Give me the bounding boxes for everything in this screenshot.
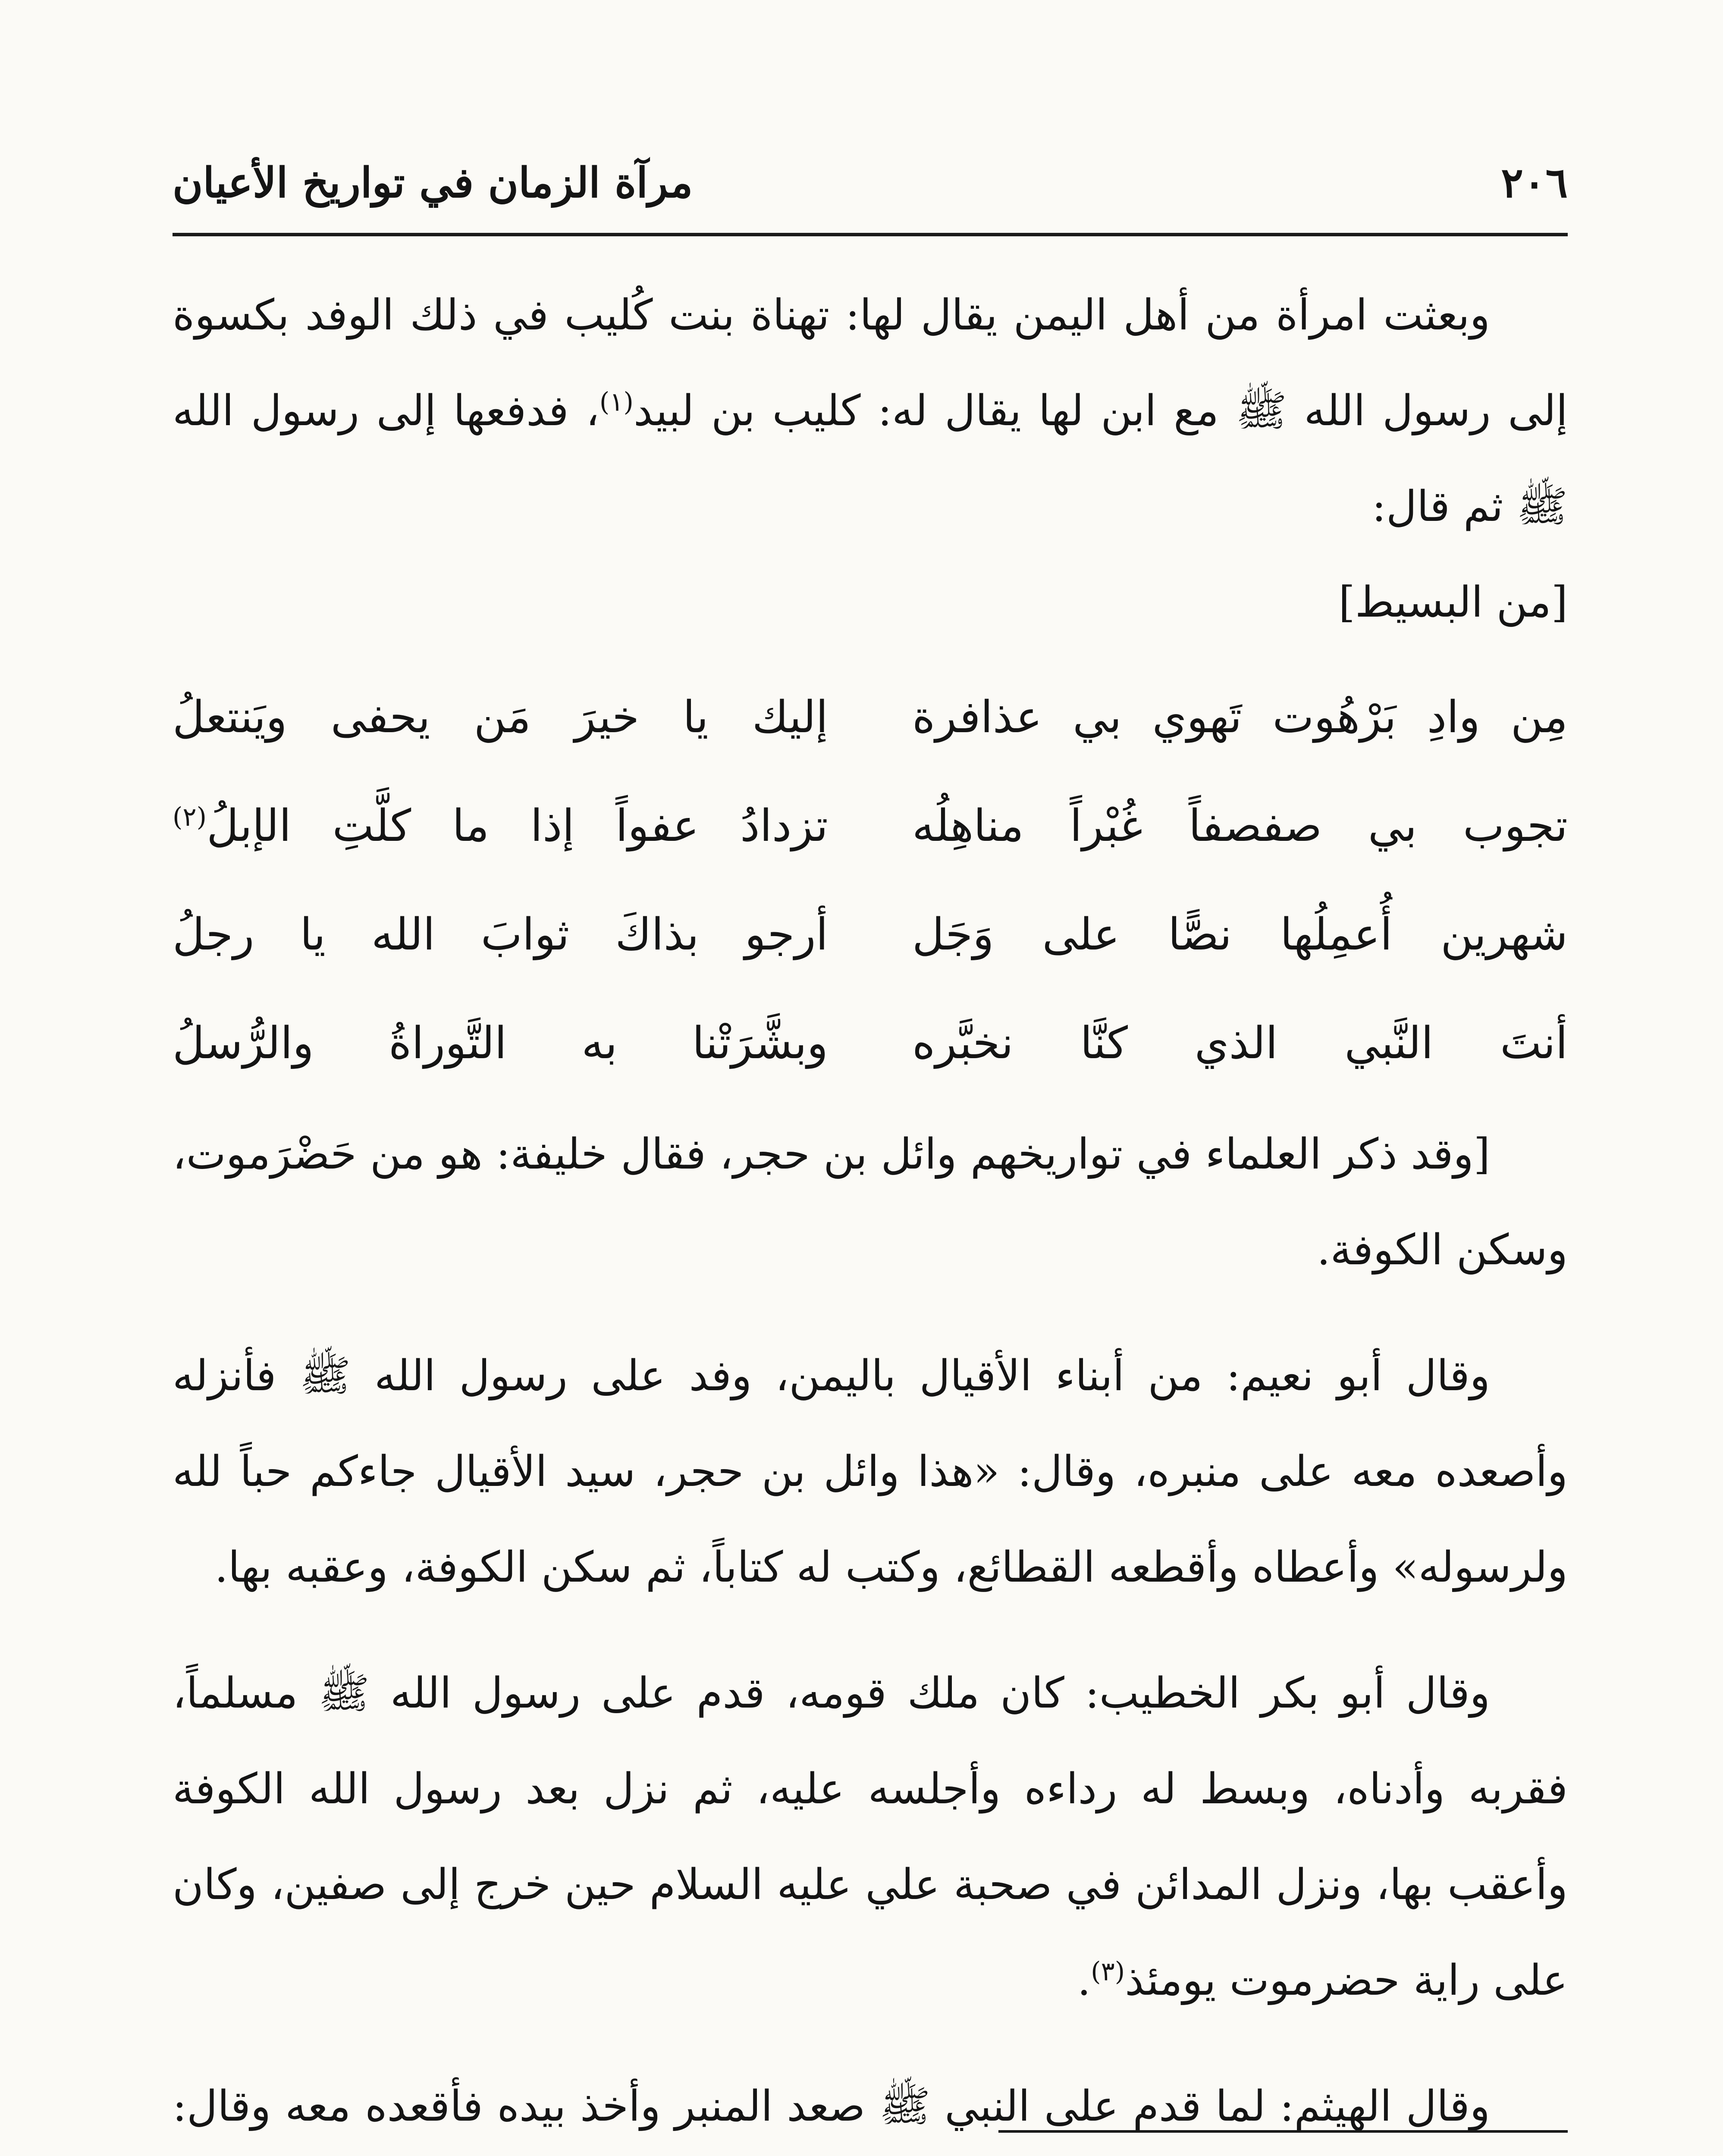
verse-first-half: أنتَ النَّبي الذي كنَّا نخبَّره (912, 1018, 1568, 1069)
intro-text-2: ، فدفعها إلى رسول الله ﷺ ثم قال: (173, 386, 1568, 531)
footnote-rule (998, 2130, 1568, 2133)
verse-first-half: تجوب بي صفصفاً غُبْراً مناهِلُه (912, 800, 1568, 852)
intro-text-1: وبعثت امرأة من أهل اليمن يقال لها: تهناة بنت كُليب في ذلك الوفد بكسوة إلى رسول الله ﷺ مع ابن لها يقال له: كليب بن لبيد (173, 291, 1568, 436)
poem-verse (173, 881, 1568, 989)
footnote (173, 2152, 1568, 2156)
poem-verse (173, 663, 1568, 772)
poem (173, 663, 1568, 1098)
intro-paragraph (173, 267, 1568, 650)
footnote-ref-2: (٢) (173, 802, 207, 832)
verse-first-half: شهرين أُعمِلُها نصًّا على وَجَل (912, 909, 1568, 960)
paragraph-abu-nuaym: وقال أبو نعيم: من أبناء الأقيال باليمن، وفد على رسول الله ﷺ فأنزله وأصعده معه على منبره، وقال: «هذا وائل بن حجر، سيد الأقيال جاءكم حباً لله ولرسوله» وأعطاه وأقطعه القطائع، وكتب له كتاباً، ثم سكن الكوفة، وعقبه بها. (173, 1351, 1568, 1592)
footnote-number (1522, 2152, 1568, 2156)
header-rule (173, 233, 1568, 236)
verse-second-half: وبشَّرَتْنا به التَّوراةُ والرُّسلُ (173, 1018, 828, 1069)
verse-second-half: إليك يا خيرَ مَن يحفى ويَنتعلُ (173, 692, 828, 743)
footnote-ref-1: (١) (599, 387, 634, 417)
running-header (173, 142, 1568, 207)
paragraph-khatib-text: وقال أبو بكر الخطيب: كان ملك قومه، قدم على رسول الله ﷺ مسلماً، فقربه وأدناه، وبسط له رداءه وأجلسه عليه، ثم نزل بعد رسول الله الكوفة وأعقب بها، ونزل المدائن في صحبة علي عليه السلام حين خرج إلى صفين، وكان على راية حضرموت يومئذ (173, 1669, 1568, 2005)
verse-second-half: أرجو بذاكَ ثوابَ الله يا رجلُ (173, 909, 828, 960)
footnotes (173, 2152, 1568, 2156)
verse-second-half (173, 778, 828, 874)
verse-first-half: مِن وادِ بَرْهُوت تَهوي بي عذافرة (912, 692, 1568, 743)
book-title: مرآة الزمان في تواريخ الأعيان (173, 158, 693, 207)
paragraph-haytham: وقال الهيثم: لما قدم على النبي ﷺ صعد المنبر وأخذ بيده فأقعده معه وقال: (173, 2082, 1490, 2131)
poem-verse (173, 772, 1568, 881)
page-number: ٢٠٦ (1501, 158, 1568, 207)
verse-second-half-text: تزدادُ عفواً إذا ما كلَّتِ الإبلُ (207, 800, 828, 852)
footnote-ref-3: (٣) (1091, 1956, 1125, 1987)
paragraph-khalifa: [وقد ذكر العلماء في تواريخهم وائل بن حجر، فقال خليفة: هو من حَضْرَموت، وسكن الكوفة. (173, 1130, 1568, 1275)
paragraph-khatib: وقال أبو بكر الخطيب: كان ملك قومه، قدم على رسول الله ﷺ مسلماً، فقربه وأدناه، وبسط له رداءه وأجلسه عليه، ثم نزل بعد رسول الله الكوفة وأعقب بها، ونزل المدائن في صحبة علي عليه السلام حين خرج إلى صفين، وكان على راية حضرموت يومئذ$^{(٣)}$. (173, 1669, 1568, 2005)
poem-verse (173, 989, 1568, 1098)
main-text (173, 267, 1568, 2156)
meter-label: [من البسيط] (1338, 578, 1568, 627)
